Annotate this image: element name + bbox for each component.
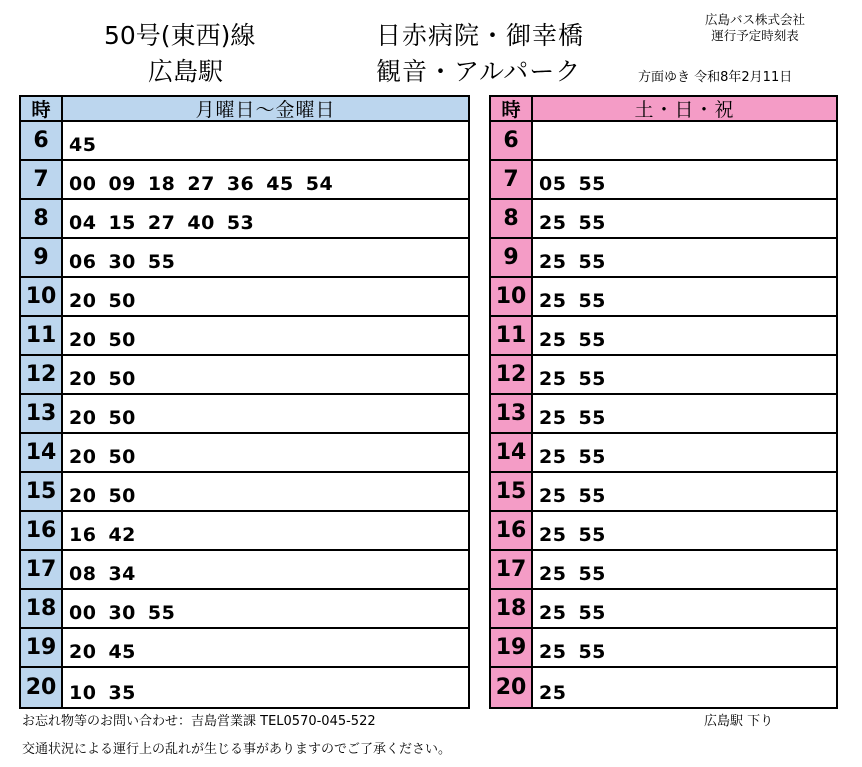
minutes-cell <box>533 200 836 237</box>
station-name: 広島駅 <box>148 57 224 86</box>
holiday-day-header: 土・日・祝 <box>533 97 836 120</box>
disruption-notice: 交通状況による運行上の乱れが生じる事がありますのでご了承ください。 <box>22 742 452 757</box>
departure-minute: 20 <box>69 446 97 468</box>
table-row <box>491 356 836 395</box>
departure-minute: 25 <box>539 641 567 663</box>
hour-cell: 19 <box>21 629 63 666</box>
departure-minute: 25 <box>539 524 567 546</box>
departure-minute: 55 <box>578 290 606 312</box>
hour-cell: 18 <box>491 590 533 627</box>
table-row <box>21 434 468 473</box>
minutes-cell <box>533 122 836 159</box>
departure-minute: 20 <box>69 329 97 351</box>
hour-cell: 7 <box>491 161 533 198</box>
hour-cell: 7 <box>21 161 63 198</box>
departure-minute: 18 <box>147 173 176 195</box>
table-row <box>491 629 836 668</box>
departure-minute: 55 <box>578 251 606 273</box>
departure-minute: 25 <box>539 682 567 704</box>
table-row <box>21 317 468 356</box>
minutes-cell <box>533 629 836 666</box>
departure-minute: 55 <box>578 368 606 390</box>
minutes-cell <box>63 551 468 588</box>
table-row <box>491 434 836 473</box>
hour-cell: 9 <box>21 239 63 276</box>
minutes-cell <box>63 122 468 159</box>
minutes-cell <box>63 629 468 666</box>
departure-minute: 40 <box>187 212 215 234</box>
schedule-title: 運行予定時刻表 <box>711 28 799 43</box>
table-row <box>491 668 836 707</box>
contact-info: お忘れ物等のお問い合わせ：吉島営業課 TEL0570-045-522 <box>22 714 376 729</box>
minutes-cell <box>63 395 468 432</box>
departure-minute: 50 <box>108 407 136 429</box>
departure-minute: 00 <box>69 602 97 624</box>
departure-minute: 25 <box>539 407 567 429</box>
hour-cell: 15 <box>21 473 63 510</box>
departure-minute: 45 <box>266 173 294 195</box>
hour-cell: 14 <box>491 434 533 471</box>
departure-minute: 36 <box>226 173 255 195</box>
hour-cell: 6 <box>21 122 63 159</box>
table-row <box>21 590 468 629</box>
minutes-cell <box>533 473 836 510</box>
table-row <box>491 200 836 239</box>
hour-cell: 9 <box>491 239 533 276</box>
departure-minute: 42 <box>108 524 136 546</box>
departure-minute: 16 <box>69 524 97 546</box>
hour-cell: 6 <box>491 122 533 159</box>
weekday-rows <box>21 122 468 707</box>
direction-date: 方面ゆき 令和8年2月11日 <box>638 70 793 85</box>
table-row <box>491 512 836 551</box>
table-row <box>491 473 836 512</box>
hour-cell: 12 <box>21 356 63 393</box>
departure-minute: 50 <box>108 446 136 468</box>
minutes-cell <box>63 434 468 471</box>
hour-cell: 15 <box>491 473 533 510</box>
departure-minute: 55 <box>578 641 606 663</box>
minutes-cell <box>533 317 836 354</box>
table-row <box>491 122 836 161</box>
holiday-rows <box>491 122 836 707</box>
departure-minute: 30 <box>108 251 136 273</box>
departure-minute: 55 <box>578 524 606 546</box>
hour-cell: 10 <box>491 278 533 315</box>
departure-minute: 15 <box>108 212 136 234</box>
table-row <box>21 356 468 395</box>
departure-minute: 25 <box>539 212 567 234</box>
hour-cell: 10 <box>21 278 63 315</box>
departure-minute: 55 <box>578 329 606 351</box>
departure-minute: 55 <box>147 602 176 624</box>
table-row <box>491 161 836 200</box>
departure-minute: 55 <box>578 563 606 585</box>
table-row <box>491 239 836 278</box>
table-row <box>21 512 468 551</box>
departure-minute: 55 <box>578 485 606 507</box>
minutes-cell <box>63 473 468 510</box>
departure-minute: 45 <box>108 641 136 663</box>
destination-line-1: 日赤病院・御幸橋 <box>376 21 585 50</box>
table-row <box>21 629 468 668</box>
table-row <box>21 200 468 239</box>
hour-cell: 13 <box>491 395 533 432</box>
departure-minute: 04 <box>69 212 97 234</box>
route-name: 50号(東西)線 <box>104 21 256 50</box>
minutes-cell <box>63 590 468 627</box>
departure-minute: 55 <box>578 446 606 468</box>
departure-minute: 50 <box>108 290 136 312</box>
table-row <box>21 668 468 707</box>
minutes-cell <box>533 551 836 588</box>
departure-minute: 27 <box>187 173 215 195</box>
destination-line-2: 観音・アルパーク <box>376 57 582 86</box>
hour-cell: 17 <box>491 551 533 588</box>
minutes-cell <box>533 434 836 471</box>
departure-minute: 54 <box>305 173 334 195</box>
minutes-cell <box>533 512 836 549</box>
minutes-cell <box>63 668 468 707</box>
departure-minute: 20 <box>69 407 97 429</box>
weekday-timetable <box>19 95 470 709</box>
table-row <box>21 551 468 590</box>
hour-cell: 16 <box>21 512 63 549</box>
minutes-cell <box>533 278 836 315</box>
minutes-cell <box>533 590 836 627</box>
hour-cell: 16 <box>491 512 533 549</box>
minutes-cell <box>63 356 468 393</box>
departure-minute: 09 <box>108 173 136 195</box>
hour-cell: 11 <box>491 317 533 354</box>
hour-cell: 18 <box>21 590 63 627</box>
departure-minute: 20 <box>69 368 97 390</box>
hour-cell: 20 <box>491 668 533 707</box>
table-row <box>21 122 468 161</box>
departure-minute: 00 <box>69 173 97 195</box>
departure-minute: 05 <box>539 173 567 195</box>
hour-cell: 8 <box>21 200 63 237</box>
departure-minute: 20 <box>69 290 97 312</box>
minutes-cell <box>63 239 468 276</box>
minutes-cell <box>63 278 468 315</box>
minutes-cell <box>63 200 468 237</box>
table-row <box>21 239 468 278</box>
hour-cell: 14 <box>21 434 63 471</box>
departure-minute: 34 <box>108 563 136 585</box>
departure-minute: 25 <box>539 290 567 312</box>
departure-minute: 55 <box>147 251 176 273</box>
departure-minute: 06 <box>69 251 97 273</box>
departure-minute: 45 <box>69 134 97 156</box>
hour-cell: 13 <box>21 395 63 432</box>
holiday-hour-header: 時 <box>491 97 533 120</box>
departure-minute: 20 <box>69 485 97 507</box>
departure-minute: 50 <box>108 329 136 351</box>
hour-cell: 20 <box>21 668 63 707</box>
departure-minute: 25 <box>539 329 567 351</box>
departure-minute: 25 <box>539 563 567 585</box>
minutes-cell <box>533 356 836 393</box>
minutes-cell <box>63 317 468 354</box>
direction-note: 広島駅 下り <box>704 714 774 729</box>
table-row <box>491 395 836 434</box>
hour-cell: 12 <box>491 356 533 393</box>
hour-cell: 19 <box>491 629 533 666</box>
company-name: 広島バス株式会社 <box>704 12 805 27</box>
hour-cell: 8 <box>491 200 533 237</box>
table-row <box>491 551 836 590</box>
table-row <box>21 395 468 434</box>
departure-minute: 55 <box>578 602 606 624</box>
hour-cell: 11 <box>21 317 63 354</box>
departure-minute: 50 <box>108 485 136 507</box>
table-row <box>491 278 836 317</box>
table-row <box>21 278 468 317</box>
holiday-timetable <box>489 95 838 709</box>
table-row <box>491 317 836 356</box>
departure-minute: 20 <box>69 641 97 663</box>
table-row <box>21 161 468 200</box>
departure-minute: 27 <box>147 212 176 234</box>
departure-minute: 25 <box>539 368 567 390</box>
departure-minute: 55 <box>578 212 606 234</box>
departure-minute: 55 <box>578 173 606 195</box>
departure-minute: 08 <box>69 563 97 585</box>
weekday-header-row <box>21 97 468 122</box>
minutes-cell <box>533 395 836 432</box>
weekday-hour-header: 時 <box>21 97 63 120</box>
departure-minute: 35 <box>108 682 136 704</box>
departure-minute: 30 <box>108 602 136 624</box>
table-row <box>491 590 836 629</box>
departure-minute: 55 <box>578 407 606 429</box>
minutes-cell <box>63 512 468 549</box>
departure-minute: 25 <box>539 485 567 507</box>
minutes-cell <box>533 668 836 707</box>
holiday-header-row <box>491 97 836 122</box>
departure-minute: 53 <box>226 212 255 234</box>
departure-minute: 10 <box>69 682 97 704</box>
minutes-cell <box>533 161 836 198</box>
departure-minute: 25 <box>539 251 567 273</box>
departure-minute: 25 <box>539 602 567 624</box>
departure-minute: 50 <box>108 368 136 390</box>
hour-cell: 17 <box>21 551 63 588</box>
departure-minute: 25 <box>539 446 567 468</box>
minutes-cell <box>63 161 468 198</box>
minutes-cell <box>533 239 836 276</box>
weekday-day-header: 月曜日～金曜日 <box>63 97 468 120</box>
table-row <box>21 473 468 512</box>
company-block <box>680 12 830 44</box>
